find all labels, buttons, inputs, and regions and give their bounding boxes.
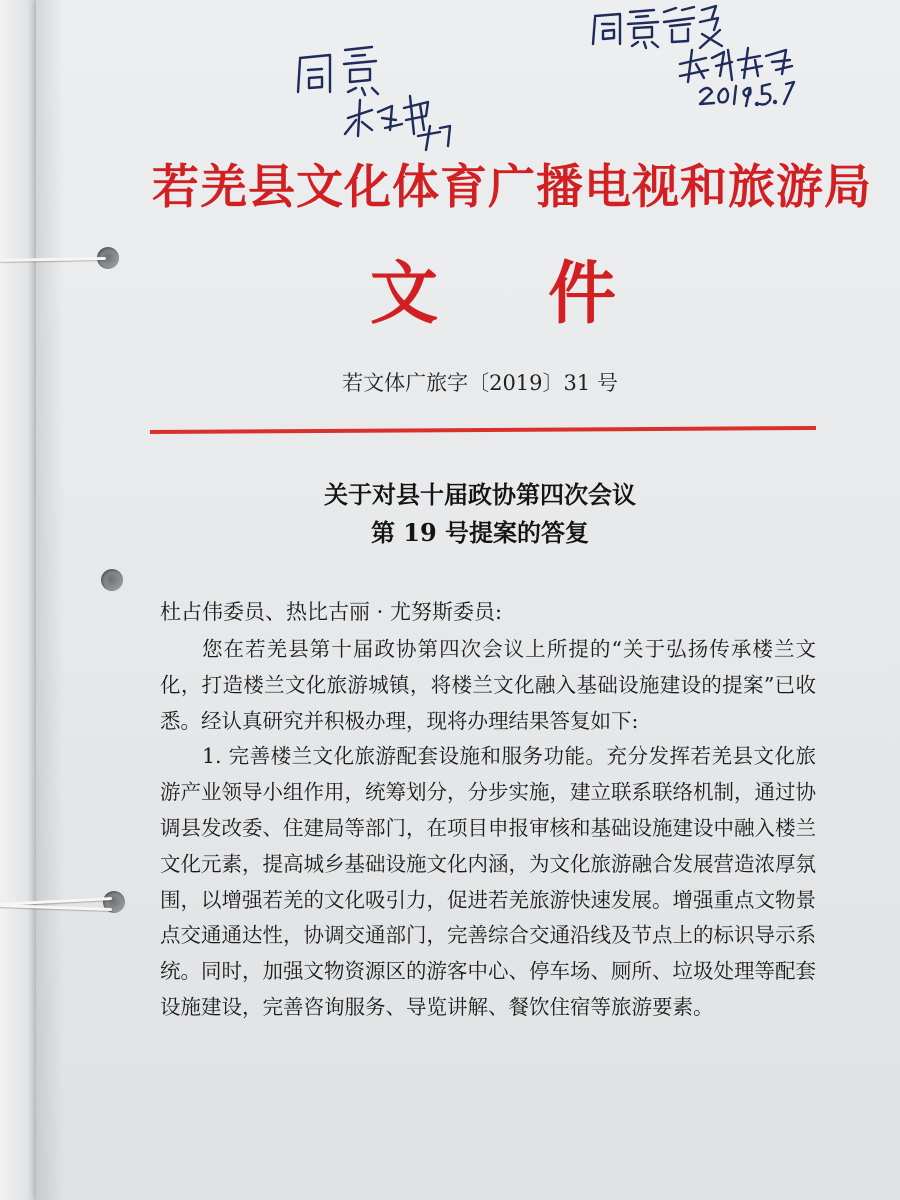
subject-line-2: 第 19 号提案的答复 [370,518,590,547]
document-subject [160,476,800,552]
agency-letterhead-title: 若羌县文化体育广播电视和旅游局 [152,160,872,215]
right-approval-handwriting [593,6,722,48]
body-paragraph-1: 您在若羌县第十届政协第四次会议上所提的“关于弘扬传承楼兰文化，打造楼兰文化旅游城镇，将楼兰文化融入基础设施建设的提案”已收悉。经认真研究并积极办理，现将办理结果答复如下: [160,637,816,733]
subject-line-1: 关于对县十届政协第四次会议 [324,480,636,509]
document-number: 若文体广旅字〔2019〕31 号 [342,371,618,395]
right-date-handwriting [700,82,794,106]
document-body [160,632,816,1026]
document-type-heading: 文件 [370,255,727,334]
body-paragraph-2: 1. 完善楼兰文化旅游配套设施和服务功能。充分发挥若羌县文化旅游产业领导小组作用，统筹划分，分步实施，建立联系联络机制，通过协调县发改委、住建局等部门，在项目申报审核和基础设施建设中融入楼兰文化元素，提高城乡基础设施文化内涵，为文化旅游融合发展营造浓厚氛围，以增强若羌的文化吸引力，促进若羌旅游快速发展。增强重点文物景点交通通达性，协调交通部门，完善综合交通沿线及节点上的标识导示系统。同时，加强文物资源区的游客中心、停车场、厕所、垃圾处理等配套设施建设，完善咨询服务、导览讲解、餐饮住宿等旅游要素。 [160,744,816,1019]
right-signature-handwriting [680,48,792,82]
salutation: 杜占伟委员、热比古丽 · 尤努斯委员: [160,600,503,624]
left-signature-handwriting [345,96,450,150]
left-approval-handwriting [298,47,378,95]
